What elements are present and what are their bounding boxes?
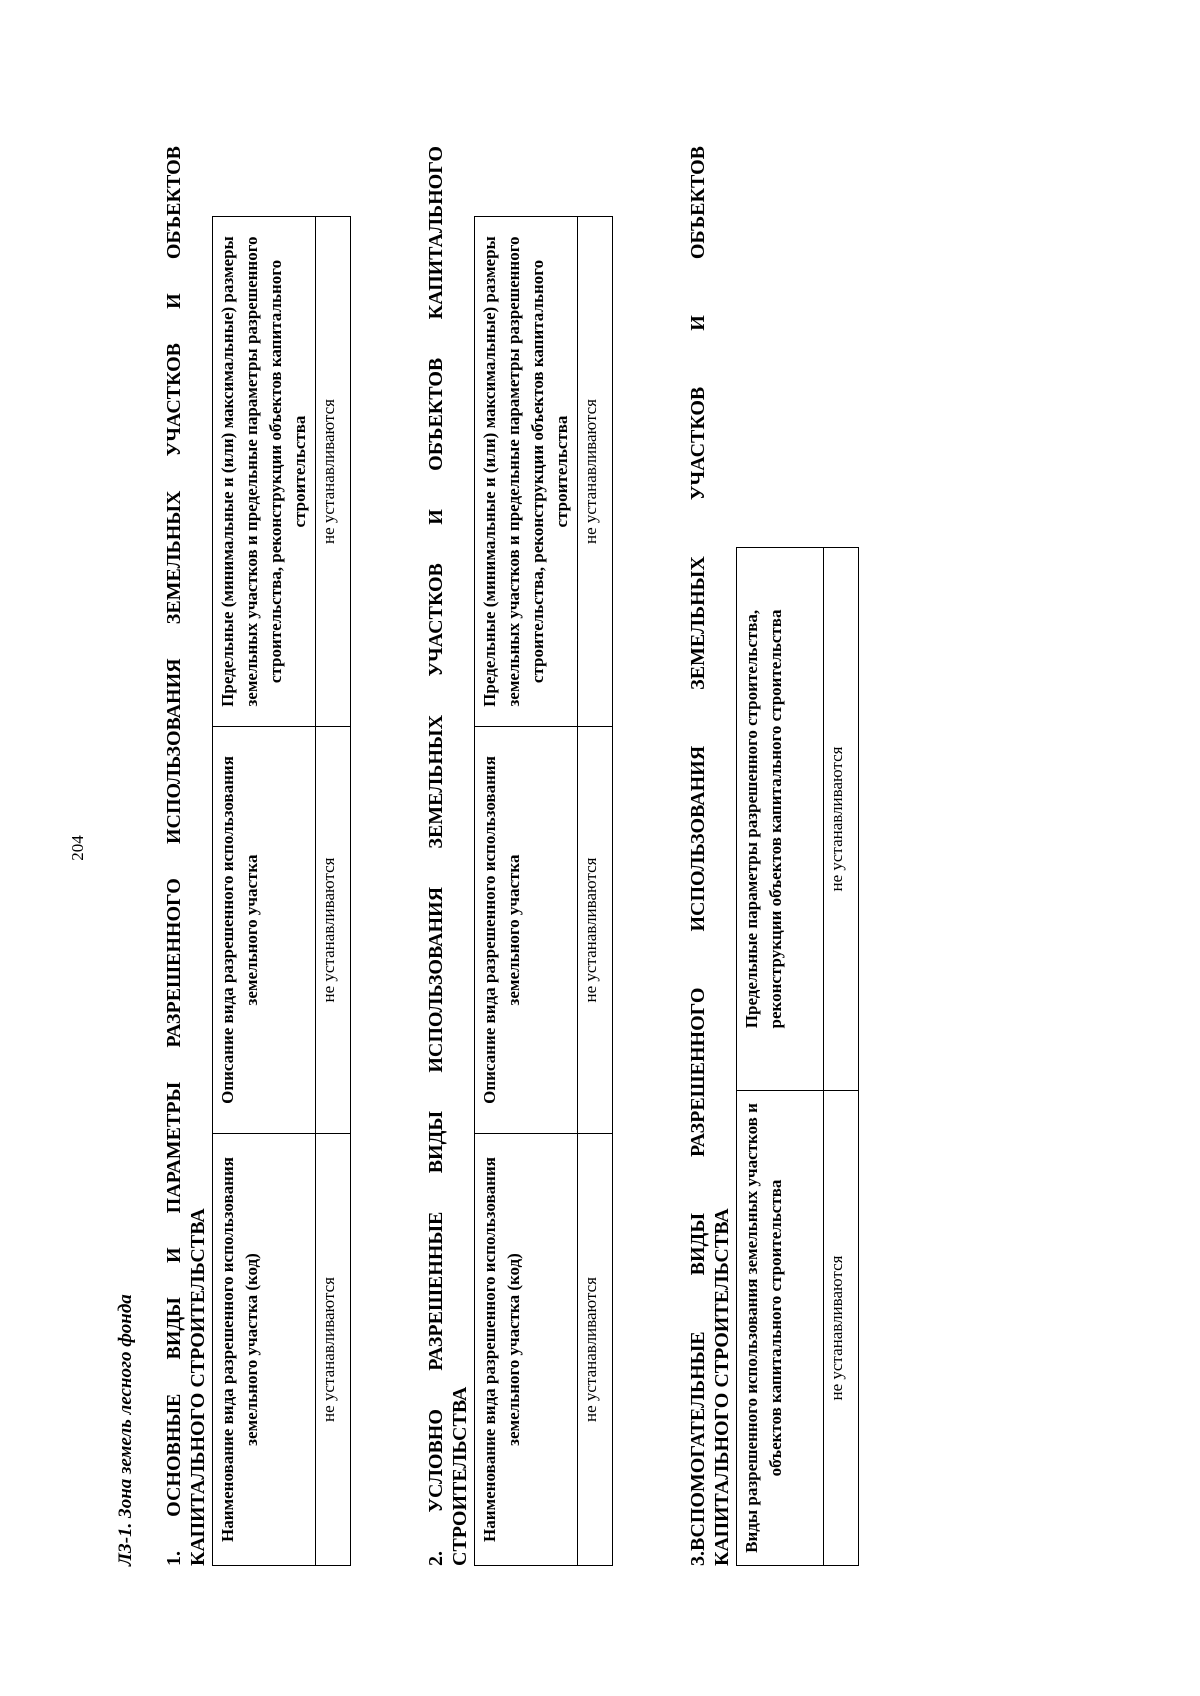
header-cell-description: Описание вида разрешенного использования земельного участка — [475, 727, 578, 1134]
zone-title: ЛЗ-1. Зона земель лесного фонда — [115, 1294, 136, 1566]
value-cell: не устанавливаются — [578, 217, 613, 727]
section2-table — [474, 216, 613, 1566]
section2-heading-line1: 2. УСЛОВНО РАЗРЕШЕННЫЕ ВИДЫ ИСПОЛЬЗОВАНИЯ ЗЕМЕЛЬНЫХ УЧАСТКОВ И ОБЪЕКТОВ КАПИТАЛЬНОГО — [425, 146, 447, 1566]
table-header-row — [213, 217, 316, 1566]
section1-heading-line2: КАПИТАЛЬНОГО СТРОИТЕЛЬСТВА — [187, 1208, 209, 1566]
table-row — [824, 548, 859, 1566]
value-cell: не устанавливаются — [824, 548, 859, 1091]
section2-heading — [424, 146, 472, 1566]
page-number: 204 — [68, 835, 87, 861]
header-cell-parameters: Предельные (минимальные и (или) максимальные) размеры земельных участков и предельные параметры разрешенного строительства, реконструкции объектов капитального строительства — [213, 217, 316, 727]
section1-heading-line1: 1. ОСНОВНЫЕ ВИДЫ И ПАРАМЕТРЫ РАЗРЕШЕННОГО ИСПОЛЬЗОВАНИЯ ЗЕМЕЛЬНЫХ УЧАСТКОВ И ОБЪЕКТОВ — [163, 146, 185, 1566]
value-cell: не устанавливаются — [824, 1091, 859, 1566]
header-cell-parameters: Предельные параметры разрешенного строительства, реконструкции объектов капитального строительства — [737, 548, 824, 1091]
header-cell-parameters: Предельные (минимальные и (или) максимальные) размеры земельных участков и предельные параметры разрешенного строительства, реконструкции объектов капитального строительства — [475, 217, 578, 727]
header-cell-kinds: Виды разрешенного использования земельных участков и объектов капитального строительства — [737, 1091, 824, 1566]
value-cell: не устанавливаются — [316, 217, 351, 727]
header-cell-description: Описание вида разрешенного использования земельного участка — [213, 727, 316, 1134]
section3-heading — [686, 146, 734, 1566]
section1-heading — [162, 146, 210, 1566]
value-cell: не устанавливаются — [316, 727, 351, 1134]
value-cell: не устанавливаются — [578, 727, 613, 1134]
table-row — [316, 217, 351, 1566]
value-cell: не устанавливаются — [316, 1134, 351, 1566]
table-header-row — [737, 548, 824, 1566]
value-cell: не устанавливаются — [578, 1134, 613, 1566]
section3-heading-line2: КАПИТАЛЬНОГО СТРОИТЕЛЬСТВА — [711, 1208, 733, 1566]
section1-table — [212, 216, 351, 1566]
section2-heading-line2: СТРОИТЕЛЬСТВА — [449, 1386, 471, 1566]
table-header-row — [475, 217, 578, 1566]
section3-heading-line1: 3.ВСПОМОГАТЕЛЬНЫЕ ВИДЫ РАЗРЕШЕННОГО ИСПОЛЬЗОВАНИЯ ЗЕМЕЛЬНЫХ УЧАСТКОВ И ОБЪЕКТОВ — [687, 146, 709, 1566]
table-row — [578, 217, 613, 1566]
header-cell-name: Наименование вида разрешенного использования земельного участка (код) — [475, 1134, 578, 1566]
header-cell-name: Наименование вида разрешенного использования земельного участка (код) — [213, 1134, 316, 1566]
section3-table — [736, 547, 859, 1566]
